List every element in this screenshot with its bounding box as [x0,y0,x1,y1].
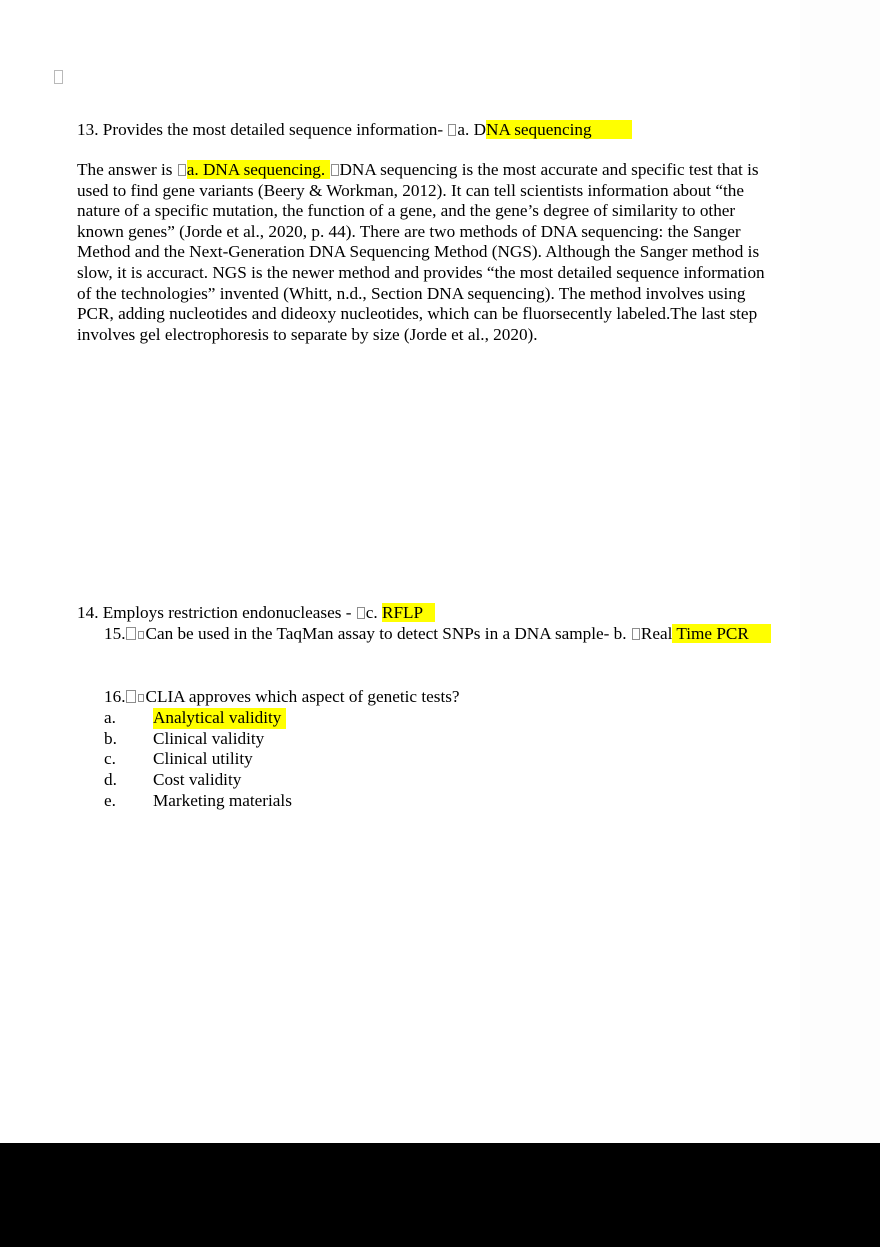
option-row [104,729,292,750]
answer-highlighted-choice: a. DNA sequencing. [186,160,330,179]
missing-glyph-box-icon [138,694,144,702]
question-16-line [104,686,460,707]
missing-glyph-box-icon [126,627,136,640]
option-letter: a. [104,708,116,727]
missing-glyph-box-icon [54,70,63,84]
option-letter: c. [104,749,116,769]
missing-glyph-box-icon [126,690,136,703]
option-row [104,770,292,791]
answer-body-text: DNA sequencing is the most accurate and specific test that is used to find gene variants (Beery & Workman, 2012). It can tell scientists information about “the nature of a specific mutation, the function of a gene, and the gene’s degree of similarity to other known genes” (Jorde et al., 2020, p. 44). There are two methods of DNA sequencing: the Sanger Method and the Next-Generation DNA Sequencing Method (NGS). Although the Sanger method is slow, it is accuract. NGS is the newer method and provides “the most detailed sequence information of the technologies” invented (Whitt, n.d., Section DNA sequencing). The method involves using PCR, adding nucleotides and dideoxy nucleotides, which can be fluorsecently labeled.The last step involves gel electrophoresis to separate by size (Jorde et al., 2020). [77,160,765,344]
bottom-black-bar [0,1143,880,1247]
option-label: Marketing materials [153,790,292,810]
question-13-highlighted-answer: NA sequencing [486,120,632,139]
question-15-line [104,623,771,644]
missing-glyph-box-icon [178,164,186,176]
missing-glyph-box-icon [331,164,339,176]
document-body [77,118,803,345]
answer-lead-in: The answer is [77,160,177,179]
question-14-prefix: 14. Employs restriction endonucleases - [77,603,356,622]
option-letter: e. [104,790,116,810]
missing-glyph-box-icon [632,628,640,640]
option-label: Analytical validity [153,708,286,729]
question-15-number: 15. [104,624,126,643]
question-14-highlighted-answer: RFLP [382,603,435,622]
option-label: Clinical validity [153,728,265,748]
question-13-choice-letter: a. D [457,120,487,139]
missing-glyph-box-icon [138,631,144,639]
question-14-choice-letter: c. [365,603,382,622]
question-16-options-list [104,708,292,812]
question-15-text: Can be used in the TaqMan assay to detect SNPs in a DNA sample- b. [145,624,631,643]
missing-glyph-box-icon [357,607,365,619]
answer-paragraph [77,160,777,345]
option-letter: b. [104,728,117,748]
question-13-prefix: 13. Provides the most detailed sequence information- [77,120,448,139]
option-label: Clinical utility [153,749,253,769]
option-row [104,791,292,812]
question-15-choice-plain: Real [640,624,673,643]
missing-glyph-box-icon [448,124,456,136]
option-letter: d. [104,770,117,790]
option-label: Cost validity [153,770,242,790]
question-13-line [77,118,803,141]
question-16-text: CLIA approves which aspect of genetic tests? [145,687,460,706]
option-row [104,749,292,770]
question-15-highlighted-answer: Time PCR [672,624,770,643]
question-14-line [77,602,435,623]
option-row [104,708,292,729]
question-16-number: 16. [104,687,126,706]
